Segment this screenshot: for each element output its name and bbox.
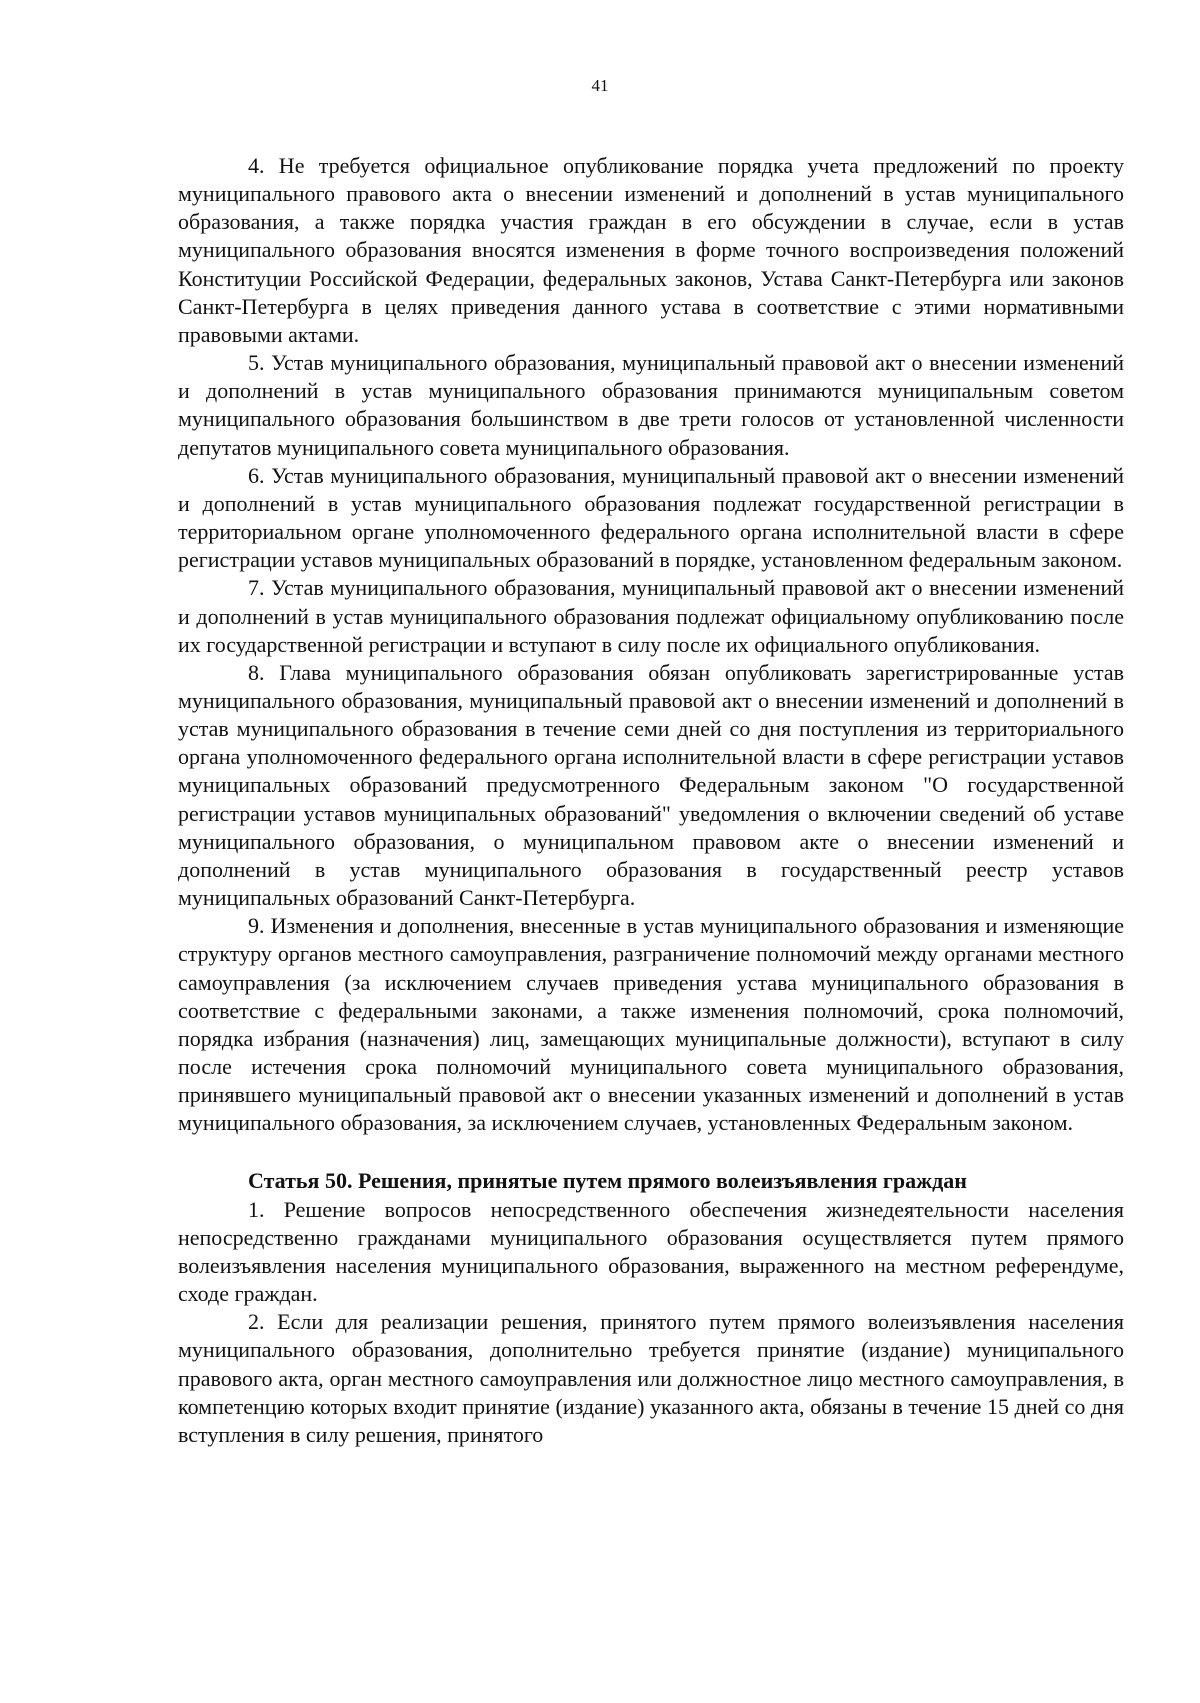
article-50-paragraph-1: 1. Решение вопросов непосредственного обеспечения жизнедеятельности населения непосредственно гражданами муниципального образования осуществляется путем прямого волеизъявления населения муниципального образования, выраженного на местном референдуме, сходе граждан.: [178, 1196, 1124, 1307]
document-body: [178, 152, 1124, 1449]
paragraph-5: 5. Устав муниципального образования, муниципальный правовой акт о внесении изменений и дополнений в устав муниципального образования принимаются муниципальным советом муниципального образования большинством в две трети голосов от установленной численности депутатов муниципального совета муниципального образования.: [178, 350, 1124, 460]
paragraph-7: 7. Устав муниципального образования, муниципальный правовой акт о внесении изменений и дополнений в устав муниципального образования подлежат официальному опубликованию после их государственной регистрации и вступают в силу после их официального опубликования.: [178, 575, 1124, 657]
page-number: 41: [591, 76, 609, 95]
paragraph-6: 6. Устав муниципального образования, муниципальный правовой акт о внесении изменений и дополнений в устав муниципального образования подлежат государственной регистрации в территориальном органе уполномоченного федерального органа исполнительной власти в сфере регистрации уставов муниципальных образований в порядке, установленном федеральным законом.: [178, 462, 1124, 573]
article-heading: Статья 50. Решения, принятые путем прямого волеизъявления граждан: [248, 1168, 967, 1194]
paragraph-4: 4. Не требуется официальное опубликование порядка учета предложений по проекту муниципального правового акта о внесении изменений и дополнений в устав муниципального образования, а также порядка участия граждан в его обсуждении в случае, если в устав муниципального образования вносятся изменения в форме точного воспроизведения положений Конституции Российской Федерации, федеральных законов, Устава Санкт-Петербурга или законов Санкт-Петербурга в целях приведения данного устава в соответствие с этими нормативными правовыми актами.: [178, 153, 1124, 347]
paragraph-9: 9. Изменения и дополнения, внесенные в устав муниципального образования и изменяющие структуру органов местного самоуправления, разграничение полномочий между органами местного самоуправления (за исключением случаев приведения устава муниципального образования в соответствие с федеральными законами, а также изменения полномочий, срока полномочий, порядка избрания (назначения) лиц, замещающих муниципальные должности), вступают в силу после истечения срока полномочий муниципального совета муниципального образования, принявшего муниципальный правовой акт о внесении указанных изменений и дополнений в устав муниципального образования, за исключением случаев, установленных Федеральным законом.: [178, 913, 1124, 1136]
paragraph-8: 8. Глава муниципального образования обязан опубликовать зарегистрированные устав муниципального образования, муниципальный правовой акт о внесении изменений и дополнений в устав муниципального образования в течение семи дней со дня поступления из территориального органа уполномоченного федерального органа исполнительной власти в сфере регистрации уставов муниципальных образований предусмотренного Федеральным законом "О государственной регистрации уставов муниципальных образований" уведомления о включении сведений об уставе муниципального образования, о муниципальном правовом акте о внесении изменений и дополнений в устав муниципального образования в государственный реестр уставов муниципальных образований Санкт-Петербурга.: [178, 659, 1124, 911]
article-50-paragraph-2: 2. Если для реализации решения, принятого путем прямого волеизъявления населения муниципального образования, дополнительно требуется принятие (издание) муниципального правового акта, орган местного самоуправления или должностное лицо местного самоуправления, в компетенцию которых входит принятие (издание) указанного акта, обязаны в течение 15 дней со дня вступления в силу решения, принятого: [178, 1309, 1124, 1447]
